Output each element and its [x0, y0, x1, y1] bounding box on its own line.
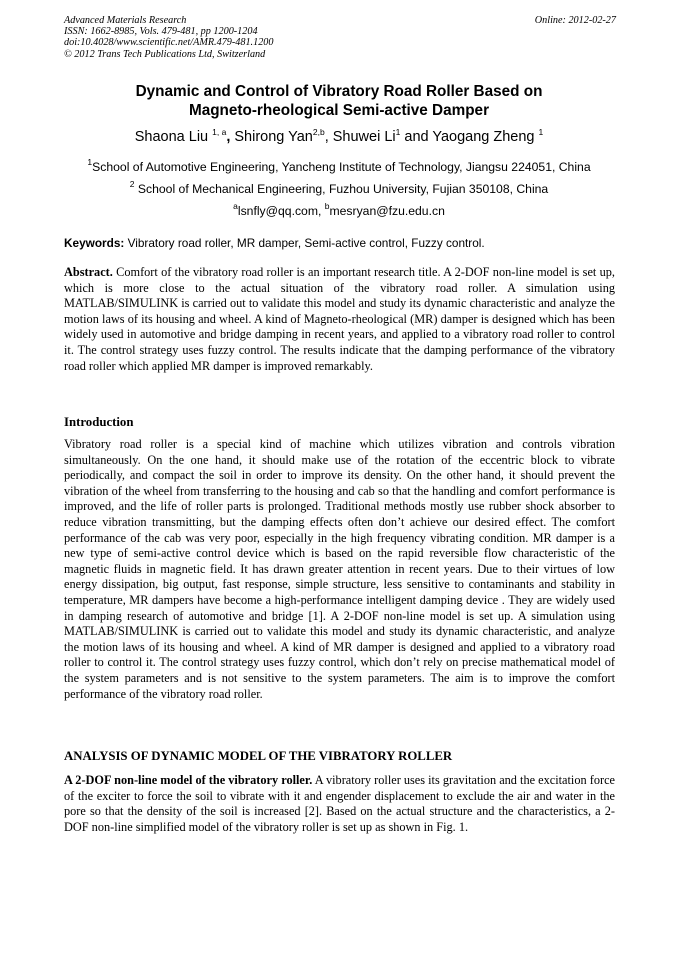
issn-line: ISSN: 1662-8985, Vols. 479-481, pp 1200-1204 [64, 26, 258, 38]
analysis-heading: ANALYSIS OF DYNAMIC MODEL OF THE VIBRATORY ROLLER [64, 749, 453, 763]
journal-header [64, 15, 273, 60]
author-affiliation-mark: 2,b [312, 127, 325, 137]
analysis-subheading: A 2-DOF non-line model of the vibratory roller. [64, 773, 313, 787]
keywords-label: Keywords: [64, 236, 125, 250]
abstract-text: Comfort of the vibratory road roller is an important research title. A 2-DOF non-line model is set up, which is more close to the actual situation of the vibratory road roller. A simulation using MATLAB/SIMULINK is carried out to validate this model and study its dynamic characteristic and analyze the motion laws of its housing and wheel. A kind of Magneto-rheological (MR) damper is designed which has been widely used in automotive and bridge damping in recent years, and applied to a vibratory road roller to control it. The control strategy uses fuzzy control. The results indicate that the damping performance of the vibratory road roller which applied MR damper is improved remarkably. [64, 265, 615, 373]
introduction-text: Vibratory road roller is a special kind of machine which utilizes vibration and controls vibration simultaneously. On the one hand, it should make use of the rotation of the eccentric block to vibrate periodically, and compact the soil in order to improve its density. On the other hand, it should prevent the vibration of the wheel from transferring to the housing and cab so that the handling and comfort performance is improved, and the life of roller parts is prolonged. Traditional methods mostly use rubber shock absorber to reduce vibration transmitting, but the damping effects often don’t achieve our desired effect. The comfort performance of the cab was very poor, especially in the high frequency vibrating condition. MR damper is a new type of semi-active control device which is based on the rapid reversible flow characteristic of the magnetic fluids in magnetic field. It has drawn greater attention in recent years. Due to their virtues of low energy dissipation, big output, fast response, simple structure, less sensitive to contaminants and stability in temperature, MR dampers have become a high-performance intelligent damping device . They are widely used in damping research of automotive and bridge [1]. A 2-DOF non-line model is set up. A simulation using MATLAB/SIMULINK is carried out to validate this model and study its dynamic characteristic, and analyze the motion laws of its housing and wheel. A kind of MR damper is designed and applied to a vibratory road roller to control it. The control strategy uses fuzzy control, which don’t rely on precise mathematical model of the system parameters and is not sensitive to the system parameters. The aim is to improve the comfort performance of the vibratory road roller. [64, 437, 615, 701]
author-list: Shaona Liu $^{1, a}$, Shirong Yan$^{2,b}$, Shuwei Li$^1$ and Yaogang Zheng $^1$ [134, 127, 544, 145]
abstract-label: Abstract. [64, 265, 113, 279]
email-line [0, 201, 678, 218]
online-date: Online: 2012-02-27 [534, 15, 616, 26]
analysis-paragraph [64, 773, 615, 835]
author-affiliation-mark: 1, a [212, 127, 227, 137]
affiliation-2 [0, 179, 678, 196]
email-mark-b: b [324, 201, 330, 211]
author-name: Shaona Liu [134, 129, 209, 145]
author-affiliation-mark: 1 [538, 127, 544, 137]
email-mark-a: a [233, 201, 238, 211]
keywords-text: Vibratory road roller, MR damper, Semi-active control, Fuzzy control. [124, 236, 485, 250]
affiliation-mark: 2 [129, 179, 135, 189]
doi-line: doi:10.4028/www.scientific.net/AMR.479-481.1200 [64, 37, 274, 49]
journal-name: Advanced Materials Research [64, 15, 187, 26]
affiliation-text: School of Mechanical Engineering, Fuzhou University, Fujian 350108, China [134, 182, 549, 196]
email-b[interactable]: mesryan@fzu.edu.cn [329, 204, 445, 218]
author-name: Shuwei Li [332, 129, 396, 145]
keywords [64, 236, 624, 250]
introduction-heading: Introduction [64, 415, 134, 429]
author-affiliation-mark: 1 [395, 127, 401, 137]
author-name: Yaogang Zheng [432, 129, 535, 145]
copyright-line: © 2012 Trans Tech Publications Ltd, Switzerland [64, 48, 266, 60]
author-name: Shirong Yan [234, 129, 313, 145]
title-line-2: Magneto-rheological Semi-active Damper [188, 102, 490, 119]
email-a[interactable]: lsnfly@qq.com, [237, 204, 325, 218]
analysis-text: A vibratory roller uses its gravitation and the excitation force of the exciter to force the soil to vibrate with it and engender displacement to exclude the air and water in the pore so that the density of the soil is increased [2]. Based on the actual structure and the characteristics, a 2-DOF non-line simplified model of the vibratory roller is set up as shown in Fig. 1. [64, 773, 615, 834]
paper-title [0, 82, 678, 120]
affiliation-text: School of Automotive Engineering, Yancheng Institute of Technology, Jiangsu 224051, China [92, 160, 591, 174]
affiliation-mark: 1 [87, 157, 93, 167]
affiliation-1 [0, 157, 678, 174]
title-line-1: Dynamic and Control of Vibratory Road Roller Based on [135, 83, 543, 100]
abstract [64, 265, 615, 374]
